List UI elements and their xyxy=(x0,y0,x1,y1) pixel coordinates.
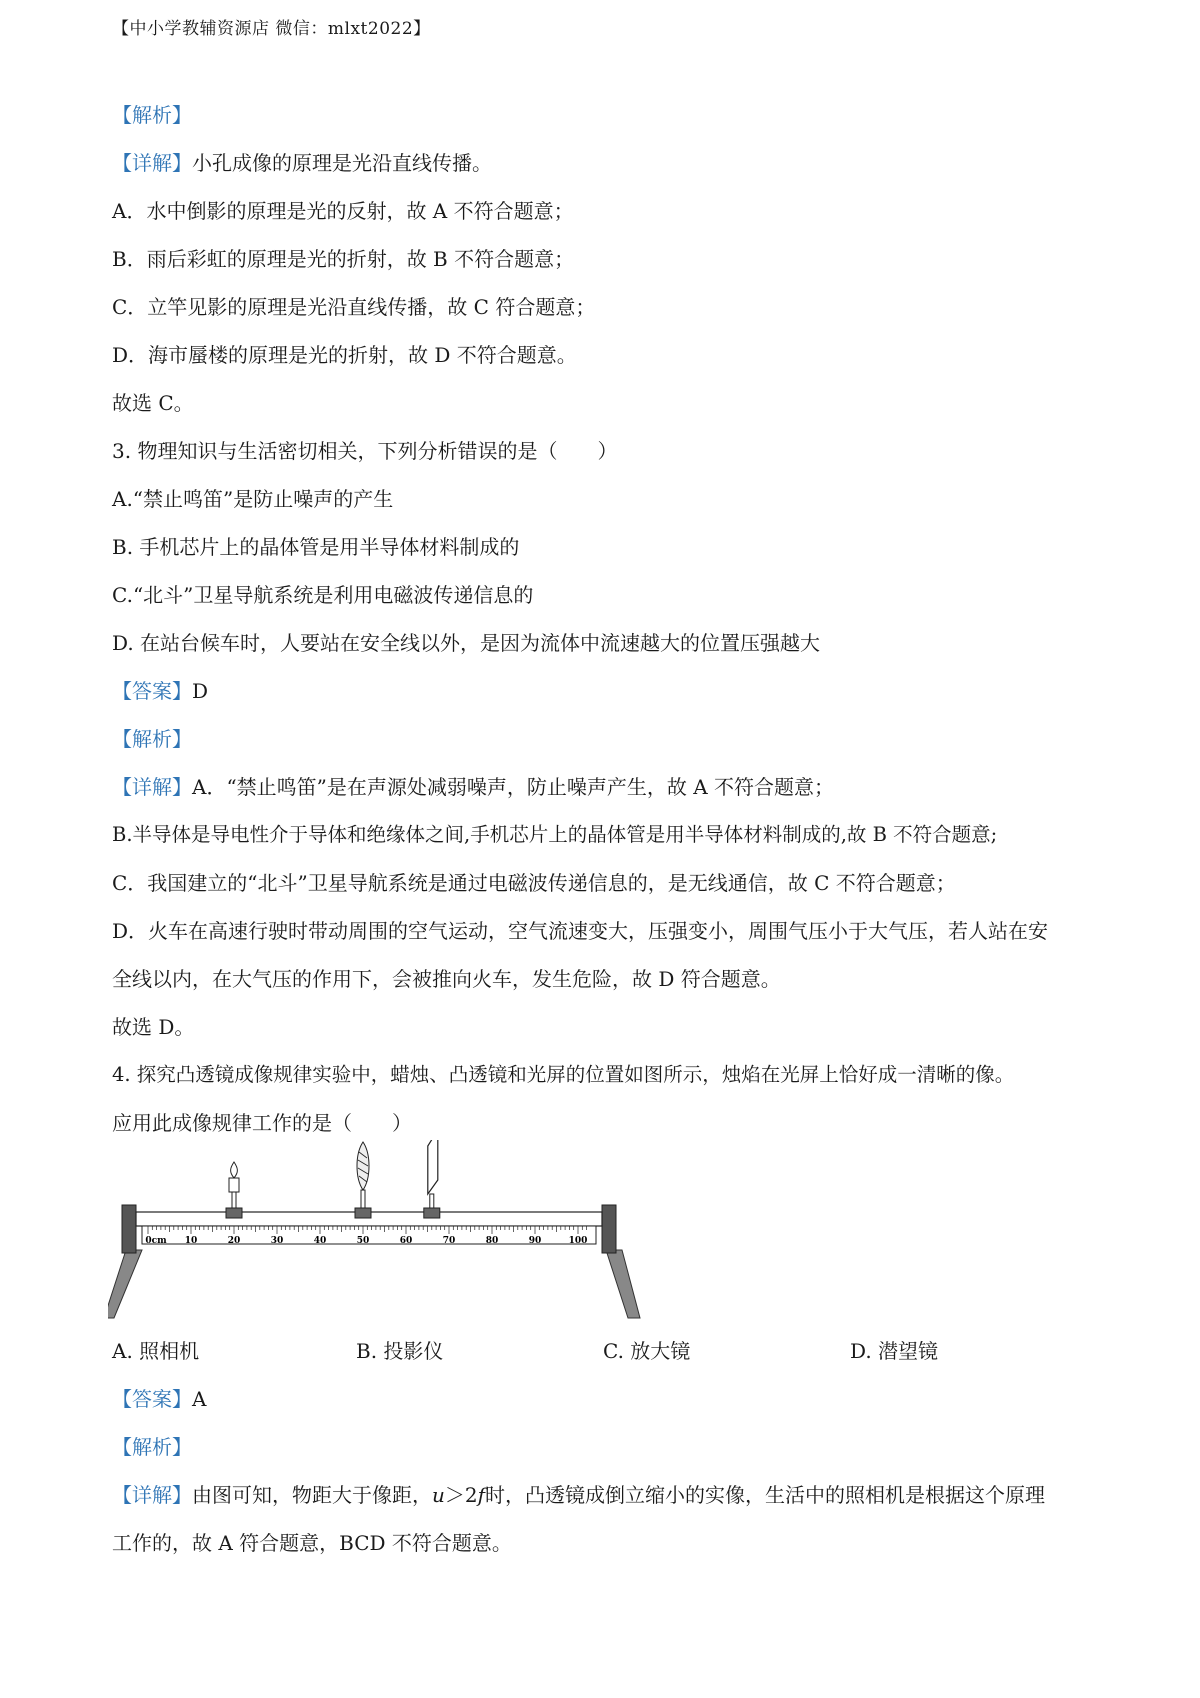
q4-answer-tag: 【答案】 xyxy=(112,1387,192,1411)
q3-option-b: B. 手机芯片上的晶体管是用半导体材料制成的 xyxy=(112,535,520,559)
page-header: 【中小学教辅资源店 微信：mlxt2022】 xyxy=(112,19,431,39)
q3-analysis-tag: 【解析】 xyxy=(112,727,192,751)
candle-flame xyxy=(231,1162,238,1178)
ruler-scale-label: 40 xyxy=(313,1236,327,1246)
q4-answer xyxy=(112,1384,1110,1414)
screen-panel xyxy=(428,1140,438,1194)
ruler-scale-label: 30 xyxy=(270,1236,284,1246)
q4-answer-value: A xyxy=(192,1387,207,1411)
convex-lens xyxy=(355,1142,371,1218)
q4-option-c: C. 放大镜 xyxy=(603,1339,691,1363)
q3-detail-text: A．“禁止鸣笛”是在声源处减弱噪声，防止噪声产生，故 A 不符合题意； xyxy=(192,775,835,799)
q4-option-a: A. 照相机 xyxy=(112,1339,200,1363)
q4-analysis-tag: 【解析】 xyxy=(112,1435,192,1459)
ruler-scale-label: 50 xyxy=(356,1236,370,1246)
q3-conclusion: 故选 D。 xyxy=(112,1015,195,1039)
q4-detail-line2: 工作的，故 A 符合题意，BCD 不符合题意。 xyxy=(112,1531,512,1555)
q4-detail-tag: 【详解】 xyxy=(112,1483,192,1507)
q3-line-c: C．我国建立的“北斗”卫星导航系统是通过电磁波传递信息的，是无线通信，故 C 不符合题意； xyxy=(112,871,956,895)
q2-line-d: D．海市蜃楼的原理是光的折射，故 D 不符合题意。 xyxy=(112,343,577,367)
q4-option-b: B. 投影仪 xyxy=(356,1339,444,1363)
q3-stem: 3. 物理知识与生活密切相关，下列分析错误的是（ ） xyxy=(112,439,618,463)
q2-analysis-tag: 【解析】 xyxy=(112,103,192,127)
q3-option-a: A.“禁止鸣笛”是防止噪声的产生 xyxy=(112,487,394,511)
bench-right-leg xyxy=(606,1250,640,1318)
q3-line-d2: 全线以内，在大气压的作用下，会被推向火车，发生危险，故 D 符合题意。 xyxy=(112,967,781,991)
ruler-scale-label: 10 xyxy=(184,1236,198,1246)
q2-line-c: C．立竿见影的原理是光沿直线传播，故 C 符合题意； xyxy=(112,295,596,319)
candle-holder-stem xyxy=(232,1192,236,1208)
ruler-scale-label: 60 xyxy=(399,1236,413,1246)
candle-body xyxy=(229,1178,239,1192)
ruler-scale-label: 0cm xyxy=(145,1236,167,1246)
q3-detail-tag: 【详解】 xyxy=(112,775,192,799)
q4-detail-part-b: 时，凸透镜成倒立缩小的实像，生活中的照相机是根据这个原理 xyxy=(485,1483,1046,1507)
q4-stem-line2: 应用此成像规律工作的是（ ） xyxy=(112,1111,412,1135)
q3-option-c: C.“北斗”卫星导航系统是利用电磁波传递信息的 xyxy=(112,583,534,607)
q2-line-b: B．雨后彩虹的原理是光的折射，故 B 不符合题意； xyxy=(112,247,575,271)
q3-line-b: B.半导体是导电性介于导体和绝缘体之间,手机芯片上的晶体管是用半导体材料制成的,故 B 不符合题意; xyxy=(112,823,998,846)
q4-option-d: D. 潜望镜 xyxy=(850,1339,939,1363)
screen-holder-stem xyxy=(430,1194,434,1208)
ruler-scale-label: 90 xyxy=(528,1236,542,1246)
q3-answer xyxy=(112,676,1110,706)
q3-detail xyxy=(112,772,1110,802)
candle xyxy=(226,1162,242,1218)
q3-answer-value: D xyxy=(192,679,209,703)
q3-line-d1: D．火车在高速行驶时带动周围的空气运动，空气流速变大，压强变小，周围气压小于大气压，若人站在安 xyxy=(112,919,1049,943)
q4-detail-gt: ＞2 xyxy=(444,1483,478,1507)
screen-holder-base xyxy=(424,1208,440,1218)
ruler-scale-label: 20 xyxy=(227,1236,241,1246)
q2-detail xyxy=(112,148,1110,178)
optical-bench-figure xyxy=(108,1140,648,1325)
candle-holder-base xyxy=(226,1208,242,1218)
lens-holder-base xyxy=(355,1208,371,1218)
q4-detail-f: f xyxy=(477,1483,486,1507)
light-screen xyxy=(424,1140,440,1218)
ruler-scale-label: 80 xyxy=(485,1236,499,1246)
q3-option-d: D. 在站台候车时，人要站在安全线以外，是因为流体中流速越大的位置压强越大 xyxy=(112,631,821,655)
q3-answer-tag: 【答案】 xyxy=(112,679,192,703)
q2-line-a: A．水中倒影的原理是光的反射，故 A 不符合题意； xyxy=(112,199,574,223)
ruler-scale-label: 100 xyxy=(568,1236,588,1246)
q4-detail-u: u xyxy=(432,1483,445,1507)
q4-stem-line1: 4. 探究凸透镜成像规律实验中，蜡烛、凸透镜和光屏的位置如图所示，烛焰在光屏上恰好成一清晰的像。 xyxy=(112,1063,1015,1086)
q4-detail-line1 xyxy=(112,1480,1110,1510)
lens-body xyxy=(357,1142,369,1190)
q2-detail-tag: 【详解】 xyxy=(112,151,192,175)
bench-left-leg xyxy=(108,1250,142,1318)
lens-holder-stem xyxy=(361,1190,365,1208)
q2-conclusion: 故选 C。 xyxy=(112,391,194,415)
ruler-scale-label: 70 xyxy=(442,1236,456,1246)
q2-detail-text: 小孔成像的原理是光沿直线传播。 xyxy=(192,151,492,175)
bench-left-post xyxy=(122,1205,136,1253)
bench-right-post xyxy=(602,1205,616,1253)
q4-detail-part-a: 由图可知，物距大于像距， xyxy=(192,1483,432,1507)
